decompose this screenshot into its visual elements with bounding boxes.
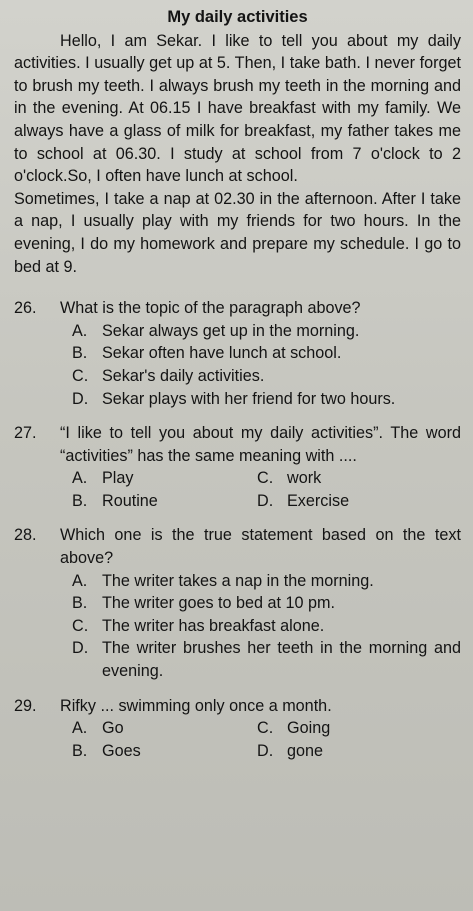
option-letter: D. [72,639,89,658]
option-letter: C. [257,719,274,738]
option-a[interactable] [72,570,461,593]
option-text: Going [287,719,331,738]
option-letter: A. [72,719,88,738]
option-letter: B. [72,594,88,613]
option-text: The writer brushes her teeth in the morning and evening. [102,639,461,681]
option-b[interactable] [72,342,461,365]
option-text: Sekar plays with her friend for two hours. [102,389,396,408]
question-27 [14,422,461,512]
option-c[interactable] [257,467,461,490]
question-28 [14,524,461,682]
answer-options [72,320,461,410]
option-a[interactable] [72,717,257,740]
passage-paragraph-1: Hello, I am Sekar. I like to tell you about my daily activities. I usually get up at 5. Then, I take bath. I never forget to brush my teeth. I always brush my teeth in the morning and in the evening. At 06.15 I have breakfast with my family. We always have a glass of milk for breakfast, my father takes me to school at 06.30. I study at school from 7 o'clock to 2 o'clock.So, I often have lunch at school. [14,31,461,186]
reading-passage [14,30,461,279]
option-c[interactable] [257,717,461,740]
option-text: The writer goes to bed at 10 pm. [102,594,336,613]
option-text: Sekar often have lunch at school. [102,344,342,363]
question-26 [14,297,461,410]
option-b[interactable] [72,740,257,763]
option-text: gone [287,741,324,760]
answer-options [72,717,461,762]
option-text: The writer takes a nap in the morning. [102,571,374,590]
option-a[interactable] [72,467,257,490]
option-b[interactable] [72,490,257,513]
question-text: Rifky ... swimming only once a month. [60,696,332,715]
option-text: Exercise [287,491,350,510]
option-text: The writer has breakfast alone. [102,616,325,635]
option-text: Sekar always get up in the morning. [102,321,360,340]
passage-title: My daily activities [167,8,308,26]
option-letter: C. [72,366,89,385]
option-d[interactable] [257,490,461,513]
option-text: work [287,469,322,488]
option-d[interactable] [72,637,461,682]
answer-options [72,570,461,683]
option-text: Sekar's daily activities. [102,366,265,385]
option-d[interactable] [257,740,461,763]
option-letter: D. [257,741,274,760]
option-letter: A. [72,469,88,488]
option-letter: B. [72,344,88,363]
question-number: 28. [14,526,37,545]
option-letter: D. [72,389,89,408]
option-d[interactable] [72,388,461,411]
option-letter: C. [257,469,274,488]
question-number: 26. [14,299,37,318]
option-text: Routine [102,491,158,510]
option-b[interactable] [72,592,461,615]
option-a[interactable] [72,320,461,343]
option-letter: A. [72,571,88,590]
option-c[interactable] [72,365,461,388]
question-number: 29. [14,696,37,715]
passage-paragraph-2: Sometimes, I take a nap at 02.30 in the afternoon. After I take a nap, I usually play with my friends for two hours. In the evening, I do my homework and prepare my schedule. I go to bed at 9. [14,189,461,276]
question-text: Which one is the true statement based on the text above? [60,526,461,568]
option-text: Go [102,719,124,738]
option-letter: C. [72,616,89,635]
option-letter: B. [72,491,88,510]
answer-options [72,467,461,512]
question-text: “I like to tell you about my daily activities”. The word “activities” has the same meaning with .... [60,424,461,465]
option-text: Play [102,469,134,488]
option-letter: A. [72,321,88,340]
question-29 [14,695,461,763]
option-letter: B. [72,741,88,760]
question-number: 27. [14,424,37,443]
option-text: Goes [102,741,141,760]
question-text: What is the topic of the paragraph above? [60,299,361,318]
option-letter: D. [257,491,274,510]
option-c[interactable] [72,615,461,638]
